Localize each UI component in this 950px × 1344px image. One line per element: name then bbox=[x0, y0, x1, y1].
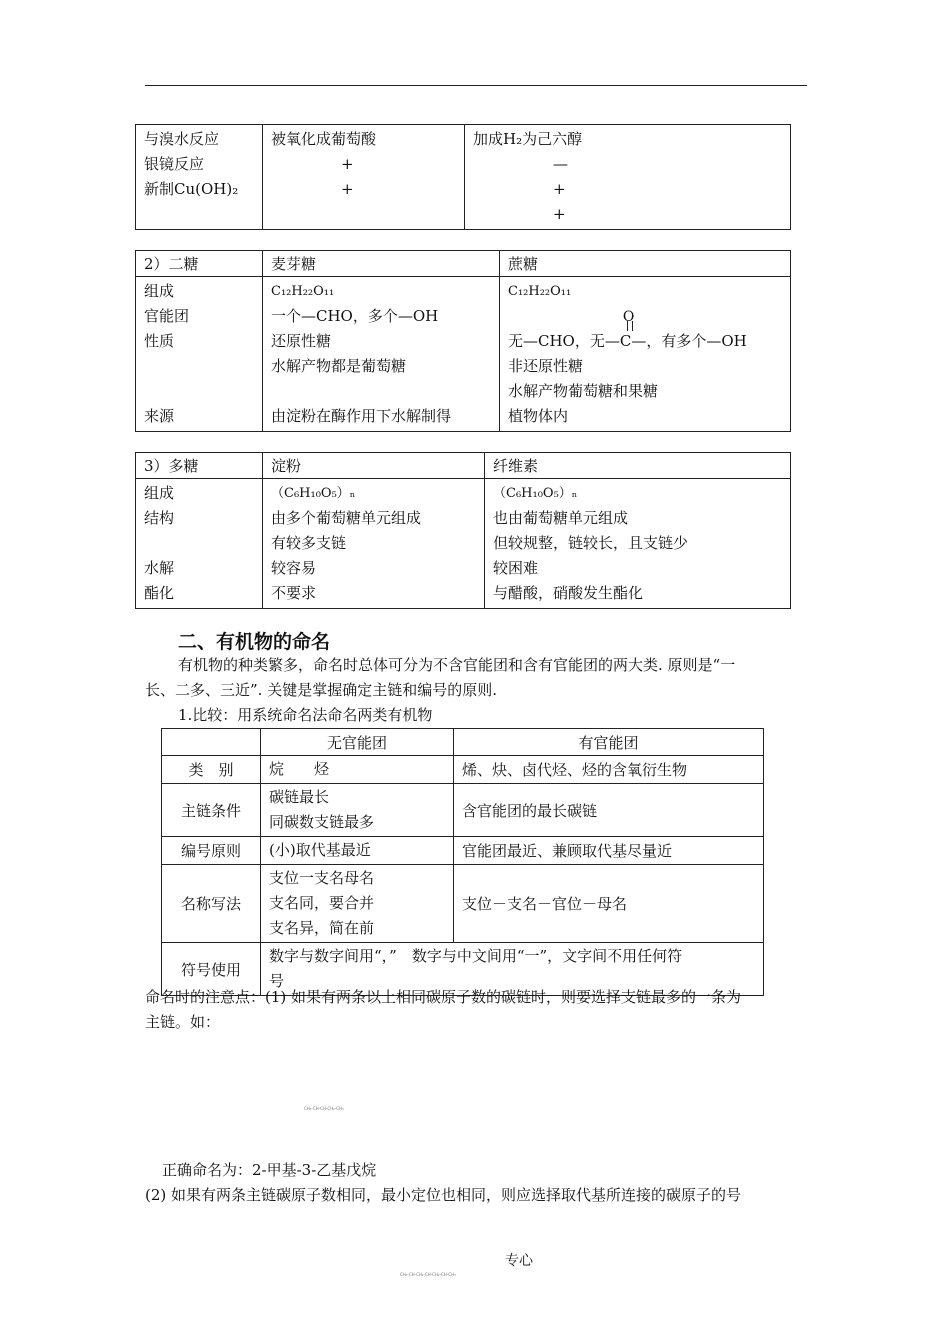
table-cell-text: (小)取代基最近 bbox=[269, 841, 371, 859]
table-cell bbox=[261, 784, 454, 837]
page-footer: 专心 bbox=[505, 1253, 533, 1269]
reaction-labels bbox=[136, 125, 263, 230]
table-cell-text: 支位一支名母名 bbox=[269, 869, 375, 887]
table-cell-text: 由多个葡萄糖单元组成 bbox=[271, 509, 422, 527]
table-row bbox=[136, 277, 791, 432]
header-rule bbox=[145, 85, 807, 86]
table-cell-text: 组成 bbox=[144, 484, 175, 502]
disaccharide-table bbox=[135, 250, 791, 432]
oxygen-atom: O bbox=[622, 309, 635, 325]
table-cell-text: + bbox=[341, 180, 354, 198]
sucrose-functional-groups bbox=[508, 309, 782, 354]
table-cell-text: 不要求 bbox=[271, 584, 317, 602]
table-cell-text bbox=[508, 304, 782, 329]
note-1-line-2: 主链。如： bbox=[145, 1013, 221, 1031]
table-cell: 官能团最近、兼顾取代基尽量近 bbox=[454, 837, 764, 865]
table-cell-text: 水解产物葡萄糖和果糖 bbox=[508, 382, 659, 400]
table-cell bbox=[261, 865, 454, 943]
table-cell-text: 较容易 bbox=[271, 559, 317, 577]
table-cell-text: C₁₂H₂₂O₁₁ bbox=[271, 284, 335, 299]
table-cell-text: 被氧化成葡萄酸 bbox=[271, 130, 377, 148]
table-cell: 烯、炔、卤代烃、烃的含氧衍生物 bbox=[454, 756, 764, 784]
table-cell-text: 有较多支链 bbox=[271, 534, 347, 552]
table-cell-text: 支名异，简在前 bbox=[269, 919, 375, 937]
table-cell-text: 水解 bbox=[144, 559, 175, 577]
table-header-cell: 纤维素 bbox=[485, 453, 791, 479]
table-cell: 支位－支名－官位－母名 bbox=[454, 865, 764, 943]
polysaccharide-table bbox=[135, 452, 791, 609]
intro-line-1: 有机物的种类繁多，命名时总体可分为不含官能团和含有官能团的两大类. 原则是“一 bbox=[178, 656, 736, 674]
table-cell-text: 性质 bbox=[144, 332, 175, 350]
naming-comparison-table bbox=[161, 728, 764, 996]
table-header-cell: 淀粉 bbox=[263, 453, 485, 479]
row-label: 符号使用 bbox=[162, 943, 261, 996]
row-label: 名称写法 bbox=[162, 865, 261, 943]
intro-line-2: 长、二多、三近”. 关键是掌握确定主链和编号的原则. bbox=[145, 681, 497, 699]
row-label: 编号原则 bbox=[162, 837, 261, 865]
row-label: 类 别 bbox=[162, 756, 261, 784]
structure-diagram-1: CH₃-CH-CH-CH₂-CH₃ bbox=[304, 1106, 344, 1111]
carbonyl-group bbox=[619, 309, 635, 354]
table-row bbox=[162, 784, 764, 837]
table-cell-text: — bbox=[553, 155, 568, 173]
table-cell-text: 烷 烃 bbox=[269, 760, 330, 778]
table-header-cell: 蔗糖 bbox=[500, 251, 791, 277]
table-header-row bbox=[136, 251, 791, 277]
table-cell-text: 非还原性糖 bbox=[508, 357, 584, 375]
table-cell-text: 结构 bbox=[144, 509, 175, 527]
table-cell-text bbox=[144, 379, 254, 404]
table-cell-text: 与醋酸，硝酸发生酯化 bbox=[493, 584, 644, 602]
text-segment: 无—CHO，无— bbox=[508, 332, 620, 350]
structure-diagram-2: CH₃-CH-CH₂-CH-CH₂-CH-CH₃ bbox=[400, 1272, 456, 1277]
table-row bbox=[162, 756, 764, 784]
table-cell-text: 较困难 bbox=[493, 559, 539, 577]
table-header-cell: 无官能团 bbox=[261, 729, 454, 756]
table-cell-text: 与溴水反应 bbox=[144, 130, 220, 148]
table-cell-text: 一个—CHO，多个—OH bbox=[271, 307, 439, 325]
table-row bbox=[136, 125, 791, 230]
table-row bbox=[162, 837, 764, 865]
table-header-cell bbox=[162, 729, 261, 756]
table-cell-text: 加成H₂为己六醇 bbox=[473, 130, 583, 148]
table-cell-text: （C₆H₁₀O₅）ₙ bbox=[271, 486, 356, 501]
double-bond bbox=[627, 321, 633, 331]
section-heading: 二、有机物的命名 bbox=[178, 631, 331, 653]
cellulose-properties bbox=[485, 479, 791, 609]
correct-name-line: 正确命名为：2-甲基-3-乙基戊烷 bbox=[162, 1161, 377, 1179]
table-cell bbox=[261, 756, 454, 784]
table-row bbox=[136, 479, 791, 609]
starch-properties bbox=[263, 479, 485, 609]
table-cell-text: C₁₂H₂₂O₁₁ bbox=[508, 284, 572, 299]
table-cell-text bbox=[144, 354, 254, 379]
table-cell-text: 也由葡萄糖单元组成 bbox=[493, 509, 629, 527]
table-cell-text: 支名同，要合并 bbox=[269, 894, 375, 912]
table-cell bbox=[261, 837, 454, 865]
table-header-cell: 麦芽糖 bbox=[263, 251, 500, 277]
table-header-cell: 2）二糖 bbox=[136, 251, 263, 277]
table-header-cell: 3）多糖 bbox=[136, 453, 263, 479]
note-2-line: (2) 如果有两条主链碳原子数相同，最小定位也相同，则应选择取代基所连接的碳原子的号 bbox=[145, 1186, 742, 1204]
table-cell-text: 银镜反应 bbox=[144, 155, 205, 173]
table-cell-text: 但较规整，链较长，且支链少 bbox=[493, 534, 689, 552]
table-cell-text: 来源 bbox=[144, 407, 175, 425]
table-cell-text bbox=[271, 379, 491, 404]
property-labels bbox=[136, 277, 263, 432]
text-segment: —，有多个—OH bbox=[631, 332, 747, 350]
reaction-table bbox=[135, 124, 791, 230]
property-labels bbox=[136, 479, 263, 609]
table-cell-text: 号 bbox=[269, 972, 285, 990]
table-cell: 含官能团的最长碳链 bbox=[454, 784, 764, 837]
table-cell-text: + bbox=[553, 180, 566, 198]
table-cell-text: 酯化 bbox=[144, 584, 175, 602]
table-cell-text: 数字与数字间用“，” 数字与中文间用“一”，文字间不用任何符 bbox=[269, 947, 683, 965]
maltose-properties bbox=[263, 277, 500, 432]
fructose-reactions bbox=[465, 125, 791, 230]
table-cell-text: + bbox=[553, 205, 566, 223]
table-cell-text: 同碳数支链最多 bbox=[269, 813, 375, 831]
table-cell-text: 水解产物都是葡萄糖 bbox=[271, 357, 407, 375]
table-cell-text: （C₆H₁₀O₅）ₙ bbox=[493, 486, 578, 501]
table-cell-text: 组成 bbox=[144, 282, 175, 300]
table-cell-text: 还原性糖 bbox=[271, 332, 332, 350]
row-label: 主链条件 bbox=[162, 784, 261, 837]
glucose-reactions bbox=[263, 125, 465, 230]
table-cell-text bbox=[144, 531, 254, 556]
table-header-row bbox=[162, 729, 764, 756]
carbon-atom: C bbox=[619, 332, 632, 350]
table-cell-text: + bbox=[341, 155, 354, 173]
table-cell-text: 官能团 bbox=[144, 307, 190, 325]
table-cell-text: 新制Cu(OH)₂ bbox=[144, 180, 239, 198]
table-cell-text: 植物体内 bbox=[508, 407, 569, 425]
sucrose-properties bbox=[500, 277, 791, 432]
table-cell-text: 碳链最长 bbox=[269, 788, 330, 806]
table-row bbox=[162, 865, 764, 943]
table-header-row bbox=[136, 453, 791, 479]
comparison-caption: 1.比较：用系统命名法命名两类有机物 bbox=[178, 706, 433, 724]
table-cell-text: 由淀粉在酶作用下水解制得 bbox=[271, 407, 452, 425]
table-header-cell: 有官能团 bbox=[454, 729, 764, 756]
note-1-line-1: 命名时的注意点：(1) 如果有两条以上相同碳原子数的碳链时，则要选择支链最多的一条为 bbox=[145, 988, 742, 1006]
